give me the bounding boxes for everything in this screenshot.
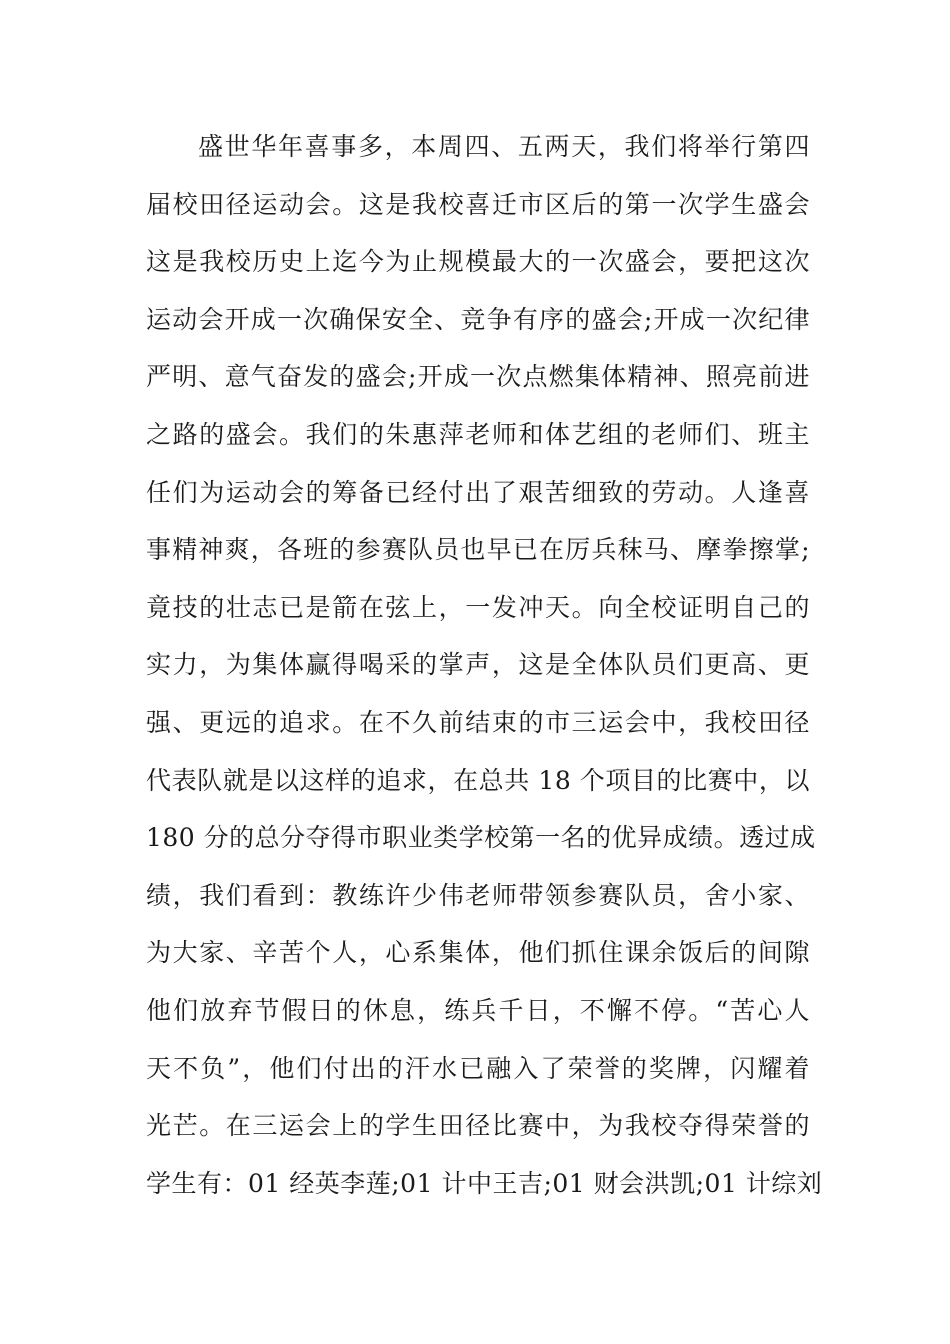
body-paragraph — [146, 118, 823, 1212]
text-line: 盛世华年喜事多，本周四、五两天，我们将举行第四 — [198, 132, 810, 161]
text-line: 之路的盛会。我们的朱惠萍老师和体艺组的老师们、班主 — [146, 419, 810, 449]
text-line: 竟技的壮志已是箭在弦上，一发冲天。向全校证明自己的 — [146, 592, 810, 622]
text-line: 绩，我们看到：教练许少伟老师带领参赛队员，舍小家、 — [146, 880, 810, 910]
text-line: 严明、意气奋发的盛会;开成一次点燃集体精神、照亮前进 — [146, 362, 810, 392]
text-line: 运动会开成一次确保安全、竞争有序的盛会;开成一次纪律 — [146, 304, 810, 334]
text-line: 代表队就是以这样的追求，在总共 18 个项目的比赛中，以 — [146, 765, 810, 795]
text-line: 光芒。在三运会上的学生田径比赛中，为我校夺得荣誉的 — [146, 1111, 810, 1141]
text-line: 实力，为集体赢得喝采的掌声，这是全体队员们更高、更 — [146, 650, 810, 680]
text-line: 学生有：01 经英李莲;01 计中王吉;01 财会洪凯;01 计综刘 — [146, 1168, 823, 1198]
text-line: 180 分的总分夺得市职业类学校第一名的优异成绩。透过成 — [146, 823, 816, 853]
text-line: 强、更远的追求。在不久前结束的市三运会中，我校田径 — [146, 707, 810, 737]
text-line: 他们放弃节假日的休息，练兵千日，不懈不停。“苦心人 — [146, 995, 810, 1025]
text-line: 为大家、辛苦个人，心系集体，他们抓住课余饭后的间隙 — [146, 938, 810, 968]
text-line: 届校田径运动会。这是我校喜迁市区后的第一次学生盛会 — [146, 189, 810, 219]
text-line: 这是我校历史上迄今为止规模最大的一次盛会，要把这次 — [146, 247, 810, 277]
text-line: 任们为运动会的筹备已经付出了艰苦细致的劳动。人逢喜 — [146, 477, 810, 507]
text-line: 事精神爽，各班的参赛队员也早已在厉兵秣马、摩拳擦掌; — [146, 535, 810, 565]
text-line: 天不负”，他们付出的汗水已融入了荣誉的奖牌，闪耀着 — [146, 1053, 810, 1083]
